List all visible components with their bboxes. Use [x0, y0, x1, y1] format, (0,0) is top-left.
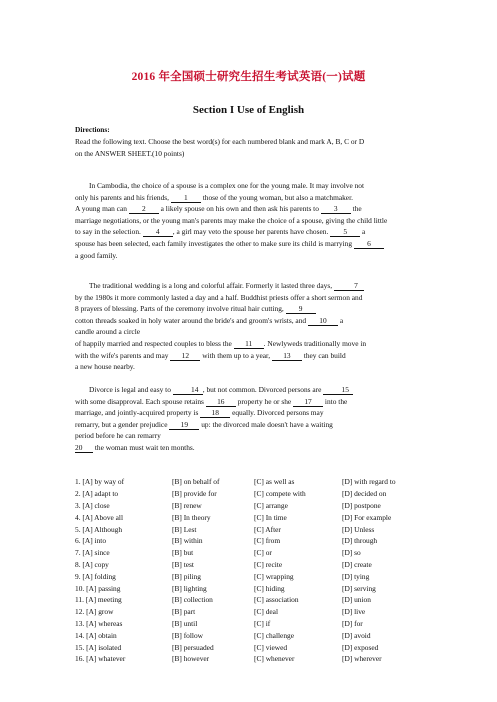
question-number: 11. — [75, 595, 84, 605]
passage-paragraph-3: Divorce is legal and easy to 14 , but not common. Divorced persons are 15 with some disapproval. Each spouse retains 16 property he or she 17 into the marriage, and jointly-acquired property is 18 equally. Divorced persons may remarry, but a gender prejudice 19 up: the divorced male doesn't have a waiting period before he can remarry 20 the woman must wait ten months. — [75, 384, 425, 454]
answer-options-table — [75, 476, 435, 665]
option-d: [D] so — [342, 548, 361, 558]
option-a: 10. [A] passing — [75, 583, 121, 593]
option-row — [75, 594, 435, 606]
option-row — [75, 500, 435, 512]
option-c: [C] association — [254, 595, 299, 605]
option-a: 4. [A] Above all — [75, 512, 124, 522]
option-b: [B] part — [172, 607, 196, 617]
option-d: [D] create — [342, 559, 372, 569]
option-d: [D] with regard to — [342, 477, 396, 487]
option-c: [C] challenge — [254, 630, 295, 640]
question-number: 8. — [75, 559, 81, 569]
option-a: 9. [A] folding — [75, 571, 116, 581]
question-number: 15. — [75, 642, 85, 652]
option-b: [B] Lest — [172, 524, 197, 534]
option-row — [75, 618, 435, 630]
option-b: [B] follow — [172, 630, 203, 640]
option-row — [75, 570, 435, 582]
question-number: 14. — [75, 630, 85, 640]
blank-11: 11 — [234, 339, 264, 349]
blank-12: 12 — [170, 351, 200, 361]
option-b: [B] In theory — [172, 512, 211, 522]
option-d: [D] For example — [342, 512, 392, 522]
option-a: 2. [A] adapt to — [75, 489, 119, 499]
option-d: [D] tying — [342, 571, 370, 581]
blank-15: 15 — [323, 385, 353, 395]
question-number: 2. — [75, 489, 81, 499]
option-c: [C] After — [254, 524, 281, 534]
question-number: 16. — [75, 654, 85, 664]
option-row — [75, 547, 435, 559]
option-a: 13. [A] whereas — [75, 618, 123, 628]
option-row — [75, 511, 435, 523]
option-b: [B] persuaded — [172, 642, 214, 652]
option-a: 3. [A] close — [75, 500, 110, 510]
blank-9: 9 — [286, 304, 316, 314]
directions-heading: Directions: — [75, 125, 110, 134]
option-b: [B] test — [172, 559, 194, 569]
blank-3: 3 — [321, 204, 351, 214]
option-b: [B] piling — [172, 571, 201, 581]
option-a: 5. [A] Although — [75, 524, 123, 534]
option-c: [C] wrapping — [254, 571, 294, 581]
option-c: [C] deal — [254, 607, 279, 617]
option-row — [75, 535, 435, 547]
option-b: [B] renew — [172, 500, 202, 510]
blank-16: 16 — [206, 397, 236, 407]
option-b: [B] however — [172, 654, 210, 664]
option-a: 16. [A] whatever — [75, 654, 126, 664]
blank-6: 6 — [354, 239, 384, 249]
option-b: [B] within — [172, 536, 203, 546]
question-number: 6. — [75, 536, 81, 546]
option-d: [D] decided on — [342, 489, 387, 499]
question-number: 9. — [75, 571, 81, 581]
option-b: [B] until — [172, 618, 198, 628]
blank-17: 17 — [293, 397, 323, 407]
blank-8: 8 — [75, 304, 79, 314]
option-a: 11. [A] meeting — [75, 595, 122, 605]
option-row — [75, 606, 435, 618]
option-row — [75, 523, 435, 535]
option-b: [B] on behalf of — [172, 477, 220, 487]
option-d: [D] for — [342, 618, 363, 628]
blank-1: 1 — [171, 193, 201, 203]
option-a: 7. [A] since — [75, 548, 110, 558]
option-row — [75, 476, 435, 488]
option-a: 1. [A] by way of — [75, 477, 125, 487]
option-d: [D] union — [342, 595, 371, 605]
document-title: 2016 年全国硕士研究生招生考试英语(一)试题 — [131, 71, 366, 83]
question-number: 13. — [75, 618, 85, 628]
option-a: 14. [A] obtain — [75, 630, 117, 640]
blank-4: 4 — [143, 227, 173, 237]
question-number: 7. — [75, 548, 81, 558]
blank-19: 19 — [169, 420, 199, 430]
option-c: [C] whenever — [254, 654, 295, 664]
section-heading: Section I Use of English — [192, 104, 305, 116]
option-d: [D] live — [342, 607, 366, 617]
option-b: [B] provide for — [172, 489, 217, 499]
option-c: [C] or — [254, 548, 272, 558]
option-row — [75, 488, 435, 500]
option-row — [75, 641, 435, 653]
option-a: 8. [A] copy — [75, 559, 109, 569]
option-d: [D] exposed — [342, 642, 379, 652]
question-number: 1. — [75, 477, 81, 487]
blank-14: 14 — [173, 385, 203, 395]
option-row — [75, 653, 435, 665]
question-number: 3. — [75, 500, 81, 510]
blank-10: 10 — [308, 316, 338, 326]
blank-20: 20 — [75, 443, 93, 453]
option-d: [D] serving — [342, 583, 376, 593]
option-c: [C] In time — [254, 512, 287, 522]
blank-2: 2 — [129, 204, 159, 214]
option-c: [C] recite — [254, 559, 283, 569]
blank-5: 5 — [330, 227, 360, 237]
blank-18: 18 — [200, 408, 230, 418]
option-c: [C] arrange — [254, 500, 288, 510]
question-number: 10. — [75, 583, 85, 593]
option-a: 12. [A] grow — [75, 607, 114, 617]
passage-paragraph-1: In Cambodia, the choice of a spouse is a complex one for the young male. It may involve not only his parents and his friends, 1 those of the young woman, but also a matchmaker. A young man can 2 a likely spouse on his own and then ask his parents to 3 the marriage negotiations, or the young man's parents may make the choice of a spouse, giving the child little to say in the selection. 4 , a girl may veto the spouse her parents have chosen. 5 a spouse has been selected, each family investigates the other to make sure its child is marrying 6 a good family. — [75, 181, 388, 260]
option-c: [C] hiding — [254, 583, 285, 593]
option-d: [D] Unless — [342, 524, 375, 534]
blank-13: 13 — [272, 351, 302, 361]
option-c: [C] compete with — [254, 489, 306, 499]
option-c: [C] from — [254, 536, 281, 546]
option-c: [C] as well as — [254, 477, 295, 487]
question-number: 4. — [75, 512, 81, 522]
directions-text: Read the following text. Choose the best word(s) for each numbered blank and mark A, B, C or D on the ANSWER SHEET.(10 points) — [75, 137, 365, 158]
option-row — [75, 559, 435, 571]
option-d: [D] postpone — [342, 500, 381, 510]
option-row — [75, 629, 435, 641]
option-row — [75, 582, 435, 594]
option-b: [B] but — [172, 548, 194, 558]
option-c: [C] viewed — [254, 642, 288, 652]
question-number: 5. — [75, 524, 81, 534]
option-a: 6. [A] into — [75, 536, 107, 546]
option-d: [D] avoid — [342, 630, 371, 640]
question-number: 12. — [75, 607, 85, 617]
option-d: [D] wherever — [342, 654, 382, 664]
option-d: [D] through — [342, 536, 378, 546]
option-a: 15. [A] isolated — [75, 642, 122, 652]
passage-paragraph-2: The traditional wedding is a long and colorful affair. Formerly it lasted three days, 7 by the 1980s it more commonly lasted a day and a half. Buddhist priests offer a short sermon and 8 prayers of blessing. Parts of the ceremony involve ritual hair cutting, 9 cotton threads soaked in holy water around the bride's and groom's wrists, and 10 a candle around a circle of happily married and respected couples to bless the 11 . Newlyweds traditionally move in with the wife's parents and may 12 with them up to a year, 13 they can build a new house nearby. — [75, 281, 367, 372]
blank-7: 7 — [334, 281, 364, 291]
option-b: [B] lighting — [172, 583, 207, 593]
option-b: [B] collection — [172, 595, 213, 605]
option-c: [C] if — [254, 618, 271, 628]
